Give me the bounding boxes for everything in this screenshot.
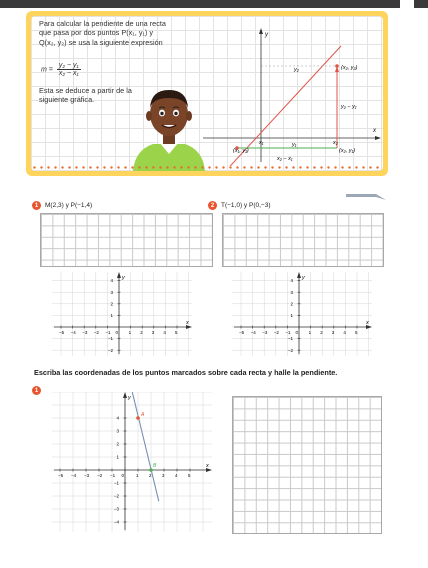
diagram-run-label: x₂ − x₁ (277, 156, 293, 162)
plane1-x-tick-label: 1 (128, 330, 132, 335)
problem-2-label (208, 201, 271, 210)
formula-denominator: x₂ − x₁ (58, 70, 79, 77)
exercise-work-grid[interactable] (232, 396, 382, 534)
plane3-y-tick-label: 1 (116, 454, 119, 460)
diagram-x1-label: x₁ (259, 140, 264, 146)
plane1-y-tick-label: −1 (107, 336, 113, 342)
intro-line-1: Para calcular la pendiente de una recta (39, 19, 166, 28)
plane3-x-tick-label: 1 (136, 473, 139, 478)
plane2-x-tick-label: −2 (273, 330, 279, 335)
intro-line-2: que pasa por dos puntos P(x₁, y₁) y (39, 28, 154, 38)
plane1-x-tick-label: −3 (82, 330, 88, 335)
plane1-y-tick-label: −2 (107, 347, 113, 353)
coordinate-plane-2[interactable] (232, 272, 372, 356)
plane1-y-arrow (117, 272, 121, 278)
problem-2-text: T(−1,0) y P(0,−3) (221, 202, 271, 209)
plane1-y-tick-label: 4 (110, 278, 113, 284)
exercise-1-badge: 1 (32, 386, 41, 395)
plane2-x-tick-label: −3 (262, 330, 268, 335)
banner-panel (31, 16, 383, 171)
banner-dotted-border (31, 166, 383, 169)
plane2-x-tick-label: 4 (343, 330, 346, 335)
info-banner (26, 11, 388, 176)
plane2-x-tick-label: 2 (320, 330, 323, 335)
diagram-x-label: x (373, 128, 376, 134)
plane3-y-arrow (123, 392, 127, 398)
plane3-x-tick-label: 2 (149, 473, 152, 478)
diagram-point-q (335, 64, 339, 68)
plane1-x-tick-label: 0 (115, 330, 119, 335)
slope-formula (41, 62, 81, 77)
plane1-y-label: y (122, 275, 125, 281)
plane3-x-label: x (206, 463, 209, 469)
plane3-x-tick-label: −2 (97, 473, 103, 478)
formula-fraction (57, 62, 81, 77)
plane2-x-tick-label: −5 (239, 330, 245, 335)
problem-1-text: M(2,3) y P(−1,4) (45, 202, 93, 209)
plane1-y-tick-label: 2 (110, 301, 113, 307)
slope-diagram (201, 26, 381, 166)
exercise-point-a-label: A (141, 412, 145, 418)
outro-line-1: Esta se deduce a partir de la (39, 86, 132, 95)
plane2-y-tick-label: −1 (287, 336, 293, 342)
student-illustration (129, 80, 209, 171)
plane1-x-label: x (186, 320, 189, 326)
exercise-point-b-label: B (153, 463, 157, 469)
intro-text (39, 19, 189, 47)
plane3-y-label: y (128, 395, 131, 401)
plane3-x-tick-label: 4 (175, 473, 178, 478)
plane2-x-tick-label: 3 (331, 330, 335, 335)
plane1-x-tick-label: −4 (70, 330, 76, 335)
plane1-x-tick-label: −1 (105, 330, 111, 335)
exercise-1-label (32, 386, 41, 395)
plane2-x-tick-label: 5 (355, 330, 358, 335)
exercise-coordinate-plane (52, 392, 212, 532)
diagram-point-corner-label: (x₂, y₁) (339, 148, 356, 154)
formula-m: m = (41, 66, 53, 74)
plane2-y-tick-label: 4 (290, 278, 293, 284)
decorative-arrow-icon (346, 192, 386, 202)
plane3-y-tick-label: −1 (113, 480, 119, 486)
plane3-y-tick-label: −3 (113, 506, 119, 512)
plane3-x-tick-label: 3 (162, 473, 165, 478)
plane2-y-tick-label: 3 (290, 289, 293, 295)
plane2-y-tick-label: 2 (290, 301, 293, 307)
problem-1-label (32, 201, 92, 210)
exercise-line (125, 392, 159, 501)
plane1-x-tick-label: −5 (59, 330, 65, 335)
top-status-bar (0, 0, 428, 8)
formula-numerator: y₂ − y₁ (58, 62, 79, 69)
plane3-y-tick-label: −2 (113, 493, 119, 499)
plane1-x-tick-label: 2 (140, 330, 143, 335)
plane3-y-tick-label: 3 (116, 428, 119, 434)
diagram-y2-label: y₂ (294, 67, 299, 73)
diagram-y1-label: y₁ (292, 142, 297, 148)
plane1-x-tick-label: −2 (93, 330, 99, 335)
plane3-x-tick-label: −1 (110, 473, 116, 478)
plane2-x-tick-label: 0 (295, 330, 299, 335)
exercise-instruction: Escriba las coordenadas de los puntos marcados sobre cada recta y halle la pendiente. (34, 368, 338, 377)
diagram-point-q-label: (x₂, y₂) (341, 65, 358, 71)
work-grid-1[interactable] (40, 213, 213, 267)
work-grid-2[interactable] (222, 213, 384, 267)
plane1-y-tick-label: 1 (110, 313, 113, 318)
plane2-y-tick-label: −2 (287, 347, 293, 353)
diagram-y-label: y (265, 32, 268, 38)
intro-line-3: Q(x₂, y₂) se usa la siguiente expresión (39, 37, 163, 47)
plane1-x-tick-label: 4 (163, 330, 166, 335)
plane3-x-tick-label: 5 (188, 473, 191, 478)
plane3-x-tick-label: −3 (84, 473, 90, 478)
plane2-y-arrow (297, 272, 301, 278)
plane3-y-tick-label: 4 (116, 415, 119, 421)
coordinate-plane-1[interactable] (52, 272, 192, 356)
plane2-x-label: x (366, 320, 369, 326)
plane2-x-tick-label: 1 (308, 330, 312, 335)
plane3-y-tick-label: −4 (113, 519, 119, 525)
plane2-x-tick-label: −1 (285, 330, 291, 335)
diagram-rise-label: y₂ − y₁ (341, 104, 357, 110)
plane2-y-label: y (302, 275, 305, 281)
plane1-y-tick-label: 3 (110, 289, 113, 295)
plane3-y-tick-label: 2 (116, 441, 119, 447)
problem-1-badge: 1 (32, 201, 41, 210)
plane1-x-tick-label: 3 (151, 330, 155, 335)
plane2-x-tick-label: −4 (250, 330, 256, 335)
diagram-x2-label: x₂ (333, 140, 338, 146)
plane3-x-tick-label: −5 (58, 473, 64, 478)
exercise-point-a (136, 416, 140, 420)
outro-line-2: siguiente gráfica. (39, 95, 95, 104)
diagram-point-p-label: (x₁, y₁) (233, 148, 249, 154)
plane1-x-tick-label: 5 (175, 330, 178, 335)
plane2-y-tick-label: 1 (290, 313, 293, 318)
plane3-x-tick-label: 0 (121, 473, 125, 478)
plane3-x-tick-label: −4 (71, 473, 77, 478)
problem-2-badge: 2 (208, 201, 217, 210)
